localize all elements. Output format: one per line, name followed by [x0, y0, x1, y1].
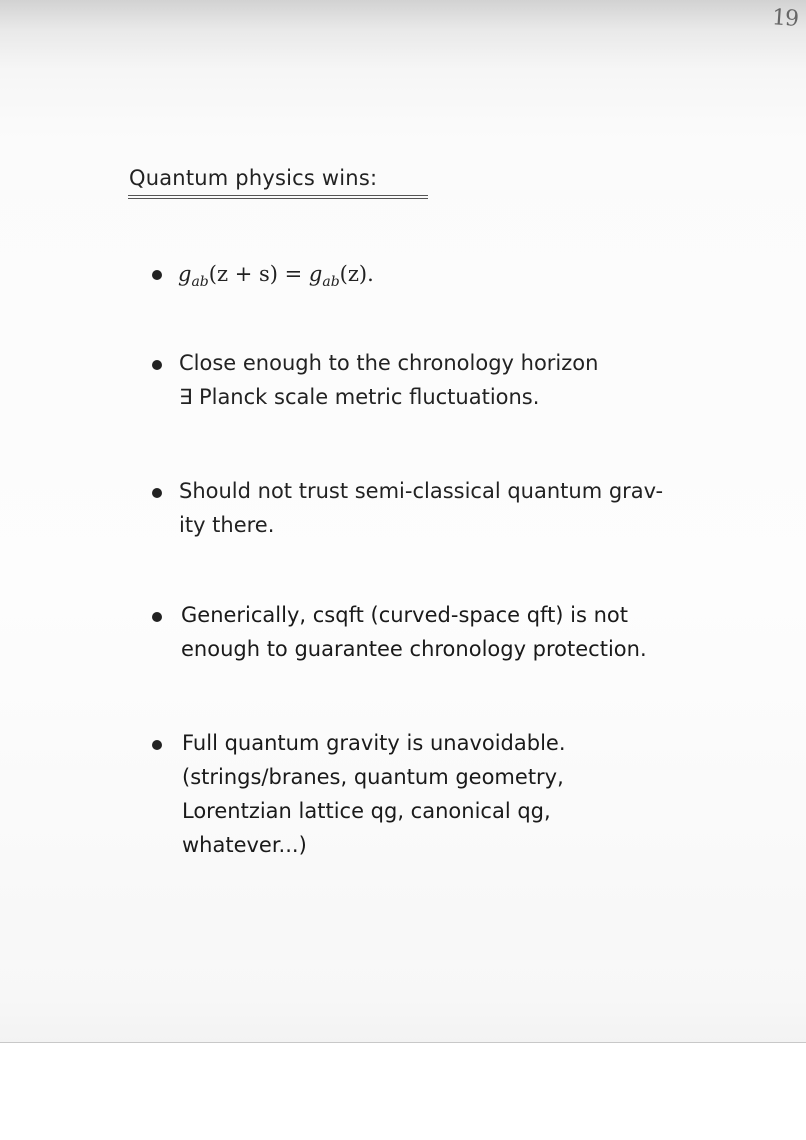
bullet-dot	[152, 488, 162, 498]
page-number: 19	[771, 5, 799, 32]
bullet-line: ∃ Planck scale metric fluctuations.	[179, 385, 540, 409]
page-bottom-edge	[0, 1042, 806, 1043]
bullet-line: ity there.	[179, 513, 275, 537]
bullet-line: Generically, csqft (curved-space qft) is not	[181, 603, 629, 627]
bullet-text	[179, 474, 779, 542]
bullet-line: (strings/branes, quantum geometry,	[182, 765, 564, 789]
equation-rhs-args: (z).	[339, 262, 374, 286]
periodicity-equation	[178, 257, 778, 299]
bullet-dot	[152, 740, 162, 750]
bullet-dot	[152, 360, 162, 370]
equation-rhs-symbol: g	[308, 262, 323, 286]
heading-underline-top	[128, 195, 428, 196]
equation-rhs-subscript: ab	[322, 274, 340, 291]
equation-lhs-symbol: g	[178, 262, 192, 286]
equation-lhs-args: (z + s)	[208, 262, 278, 286]
equation-lhs-subscript: ab	[191, 274, 209, 291]
heading-underline-bottom	[128, 198, 428, 199]
bullet-line: Close enough to the chronology horizon	[179, 351, 599, 375]
equation-equals: =	[277, 262, 309, 286]
bullet-line: enough to guarantee chronology protection.	[181, 637, 647, 661]
bullet-text	[179, 346, 779, 414]
bullet-line: whatever...)	[182, 833, 307, 857]
bullet-text	[182, 726, 782, 862]
slide-heading: Quantum physics wins:	[129, 166, 378, 190]
bullet-line: Lorentzian lattice qg, canonical qg,	[182, 799, 551, 823]
bullet-text	[181, 598, 781, 666]
bullet-dot	[152, 612, 162, 622]
bullet-line: Should not trust semi-classical quantum grav-	[179, 479, 664, 503]
bullet-line: Full quantum gravity is unavoidable.	[182, 731, 566, 755]
bullet-dot	[152, 270, 162, 280]
